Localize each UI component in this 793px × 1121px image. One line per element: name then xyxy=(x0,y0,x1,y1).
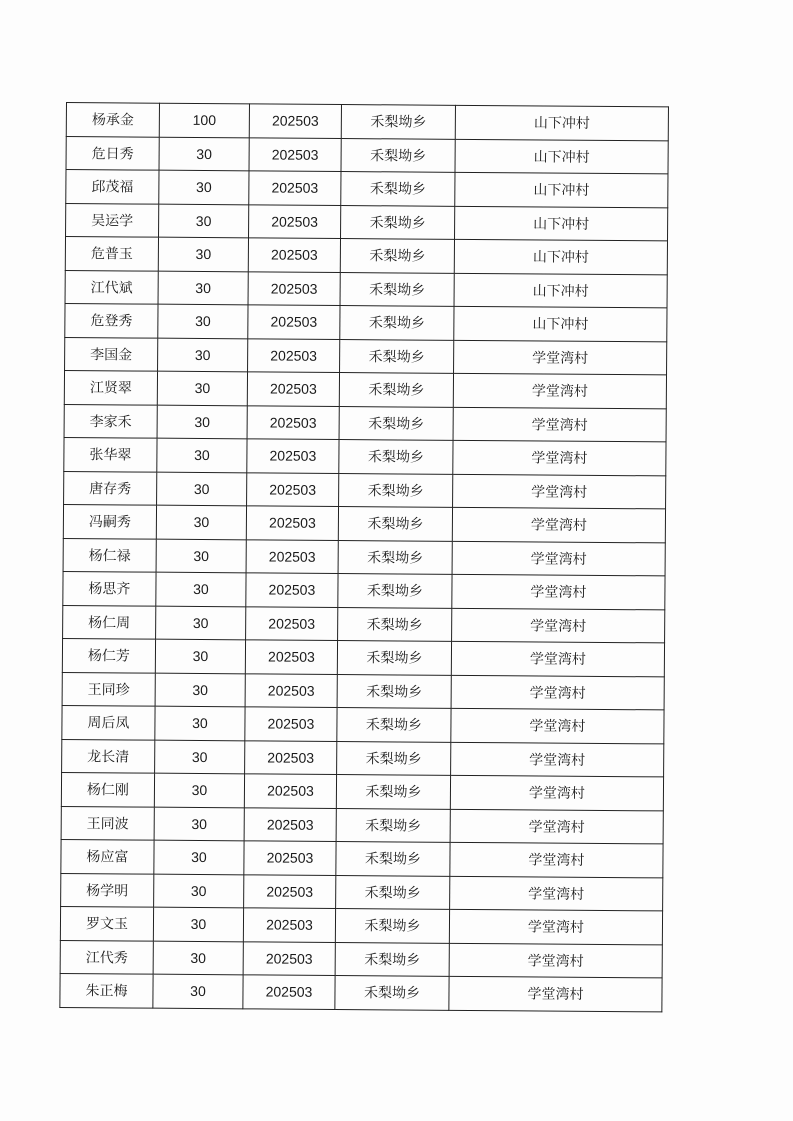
table-row xyxy=(62,638,664,676)
period-cell: 202503 xyxy=(244,841,336,875)
village-cell: 学堂湾村 xyxy=(451,641,664,676)
township-cell: 禾梨坳乡 xyxy=(335,975,449,1009)
amount-cell: 30 xyxy=(154,874,244,908)
amount-cell: 30 xyxy=(158,237,248,271)
village-cell: 学堂湾村 xyxy=(454,340,667,375)
period-cell: 202503 xyxy=(247,439,339,473)
table-row xyxy=(64,370,666,408)
period-cell: 202503 xyxy=(246,573,338,607)
township-cell: 禾梨坳乡 xyxy=(341,172,455,206)
name-cell: 冯嗣秀 xyxy=(63,504,156,538)
period-cell: 202503 xyxy=(245,640,337,674)
township-cell: 禾梨坳乡 xyxy=(338,540,452,574)
amount-cell: 30 xyxy=(159,204,249,238)
village-cell: 学堂湾村 xyxy=(453,474,666,509)
name-cell: 江代秀 xyxy=(60,940,153,974)
table-row xyxy=(66,170,668,208)
period-cell: 202503 xyxy=(249,137,341,171)
township-cell: 禾梨坳乡 xyxy=(338,574,452,608)
period-cell: 202503 xyxy=(244,874,336,908)
amount-cell: 30 xyxy=(159,170,249,204)
name-cell: 杨仁禄 xyxy=(63,538,156,572)
table-row xyxy=(61,806,663,844)
township-cell: 禾梨坳乡 xyxy=(341,105,455,139)
table-row xyxy=(65,270,667,308)
amount-cell: 30 xyxy=(154,773,244,807)
village-cell: 学堂湾村 xyxy=(449,943,662,978)
table-row xyxy=(61,873,663,911)
name-cell: 朱正梅 xyxy=(60,973,153,1007)
roster-sheet xyxy=(59,102,668,1012)
amount-cell: 30 xyxy=(157,438,247,472)
name-cell: 龙长清 xyxy=(62,739,155,773)
village-cell: 山下冲村 xyxy=(454,306,667,341)
roster-table xyxy=(59,102,669,1012)
township-cell: 禾梨坳乡 xyxy=(337,674,451,708)
name-cell: 杨仁周 xyxy=(63,605,156,639)
table-row xyxy=(63,571,665,609)
name-cell: 杨仁刚 xyxy=(61,772,154,806)
village-cell: 学堂湾村 xyxy=(451,708,664,743)
period-cell: 202503 xyxy=(249,104,341,138)
township-cell: 禾梨坳乡 xyxy=(335,908,449,942)
name-cell: 吴运学 xyxy=(66,203,159,237)
name-cell: 杨仁芳 xyxy=(62,638,155,672)
period-cell: 202503 xyxy=(248,305,340,339)
name-cell: 李家禾 xyxy=(64,404,157,438)
table-row xyxy=(63,538,665,576)
village-cell: 山下冲村 xyxy=(454,273,667,308)
name-cell: 邱茂福 xyxy=(66,170,159,204)
name-cell: 李国金 xyxy=(65,337,158,371)
roster-table-body xyxy=(60,103,669,1012)
period-cell: 202503 xyxy=(246,506,338,540)
table-row xyxy=(60,906,662,944)
amount-cell: 30 xyxy=(156,539,246,573)
amount-cell: 30 xyxy=(154,807,244,841)
village-cell: 学堂湾村 xyxy=(449,909,662,944)
period-cell: 202503 xyxy=(245,740,337,774)
period-cell: 202503 xyxy=(249,171,341,205)
township-cell: 禾梨坳乡 xyxy=(338,507,452,541)
village-cell: 山下冲村 xyxy=(455,105,668,140)
period-cell: 202503 xyxy=(247,372,339,406)
period-cell: 202503 xyxy=(245,673,337,707)
village-cell: 学堂湾村 xyxy=(451,742,664,777)
name-cell: 江代斌 xyxy=(65,270,158,304)
table-row xyxy=(60,973,662,1011)
period-cell: 202503 xyxy=(246,606,338,640)
township-cell: 禾梨坳乡 xyxy=(339,406,453,440)
name-cell: 罗文玉 xyxy=(60,906,153,940)
amount-cell: 30 xyxy=(153,907,243,941)
village-cell: 山下冲村 xyxy=(455,206,668,241)
period-cell: 202503 xyxy=(248,238,340,272)
table-row xyxy=(62,739,664,777)
village-cell: 学堂湾村 xyxy=(453,440,666,475)
township-cell: 禾梨坳乡 xyxy=(337,708,451,742)
period-cell: 202503 xyxy=(243,941,335,975)
table-row xyxy=(64,471,666,509)
township-cell: 禾梨坳乡 xyxy=(339,373,453,407)
table-row xyxy=(62,705,664,743)
township-cell: 禾梨坳乡 xyxy=(341,138,455,172)
period-cell: 202503 xyxy=(247,472,339,506)
period-cell: 202503 xyxy=(243,975,335,1009)
amount-cell: 30 xyxy=(158,338,248,372)
name-cell: 王同珍 xyxy=(62,672,155,706)
amount-cell: 100 xyxy=(159,103,249,137)
township-cell: 禾梨坳乡 xyxy=(338,607,452,641)
name-cell: 杨思齐 xyxy=(63,571,156,605)
amount-cell: 30 xyxy=(155,639,245,673)
amount-cell: 30 xyxy=(156,505,246,539)
amount-cell: 30 xyxy=(156,606,246,640)
table-row xyxy=(66,203,668,241)
table-row xyxy=(63,504,665,542)
name-cell: 危登秀 xyxy=(65,303,158,337)
village-cell: 学堂湾村 xyxy=(449,976,662,1011)
amount-cell: 30 xyxy=(153,941,243,975)
period-cell: 202503 xyxy=(248,338,340,372)
township-cell: 禾梨坳乡 xyxy=(336,875,450,909)
village-cell: 学堂湾村 xyxy=(451,675,664,710)
township-cell: 禾梨坳乡 xyxy=(340,339,454,373)
amount-cell: 30 xyxy=(157,405,247,439)
amount-cell: 30 xyxy=(157,371,247,405)
township-cell: 禾梨坳乡 xyxy=(337,641,451,675)
table-row xyxy=(62,672,664,710)
township-cell: 禾梨坳乡 xyxy=(336,841,450,875)
township-cell: 禾梨坳乡 xyxy=(335,942,449,976)
table-row xyxy=(61,772,663,810)
township-cell: 禾梨坳乡 xyxy=(340,239,454,273)
period-cell: 202503 xyxy=(245,707,337,741)
table-row xyxy=(60,940,662,978)
name-cell: 唐存秀 xyxy=(64,471,157,505)
name-cell: 危日秀 xyxy=(66,136,159,170)
amount-cell: 30 xyxy=(154,840,244,874)
village-cell: 山下冲村 xyxy=(455,172,668,207)
village-cell: 学堂湾村 xyxy=(452,541,665,576)
village-cell: 学堂湾村 xyxy=(450,842,663,877)
period-cell: 202503 xyxy=(244,774,336,808)
name-cell: 危普玉 xyxy=(65,237,158,271)
village-cell: 学堂湾村 xyxy=(450,876,663,911)
township-cell: 禾梨坳乡 xyxy=(339,440,453,474)
village-cell: 山下冲村 xyxy=(454,239,667,274)
township-cell: 禾梨坳乡 xyxy=(340,272,454,306)
village-cell: 学堂湾村 xyxy=(452,574,665,609)
name-cell: 杨应富 xyxy=(61,839,154,873)
township-cell: 禾梨坳乡 xyxy=(336,775,450,809)
village-cell: 学堂湾村 xyxy=(452,507,665,542)
amount-cell: 30 xyxy=(155,673,245,707)
village-cell: 山下冲村 xyxy=(455,139,668,174)
table-row xyxy=(65,237,667,275)
period-cell: 202503 xyxy=(249,204,341,238)
period-cell: 202503 xyxy=(244,807,336,841)
township-cell: 禾梨坳乡 xyxy=(341,205,455,239)
name-cell: 杨承金 xyxy=(66,103,159,137)
period-cell: 202503 xyxy=(243,908,335,942)
township-cell: 禾梨坳乡 xyxy=(336,808,450,842)
name-cell: 江贤翠 xyxy=(64,370,157,404)
amount-cell: 30 xyxy=(153,974,243,1008)
amount-cell: 30 xyxy=(157,472,247,506)
name-cell: 王同波 xyxy=(61,806,154,840)
period-cell: 202503 xyxy=(248,271,340,305)
period-cell: 202503 xyxy=(247,405,339,439)
village-cell: 学堂湾村 xyxy=(453,407,666,442)
table-row xyxy=(64,404,666,442)
name-cell: 张华翠 xyxy=(64,437,157,471)
township-cell: 禾梨坳乡 xyxy=(337,741,451,775)
name-cell: 周后凤 xyxy=(62,705,155,739)
village-cell: 学堂湾村 xyxy=(453,373,666,408)
table-row xyxy=(66,136,668,174)
name-cell: 杨学明 xyxy=(61,873,154,907)
table-row xyxy=(61,839,663,877)
township-cell: 禾梨坳乡 xyxy=(340,306,454,340)
amount-cell: 30 xyxy=(156,572,246,606)
table-row xyxy=(65,337,667,375)
amount-cell: 30 xyxy=(158,271,248,305)
village-cell: 学堂湾村 xyxy=(452,608,665,643)
amount-cell: 30 xyxy=(155,706,245,740)
table-row xyxy=(65,303,667,341)
village-cell: 学堂湾村 xyxy=(450,775,663,810)
table-row xyxy=(63,605,665,643)
amount-cell: 30 xyxy=(159,137,249,171)
table-row xyxy=(66,103,668,141)
amount-cell: 30 xyxy=(155,740,245,774)
township-cell: 禾梨坳乡 xyxy=(339,473,453,507)
table-row xyxy=(64,437,666,475)
village-cell: 学堂湾村 xyxy=(450,809,663,844)
period-cell: 202503 xyxy=(246,539,338,573)
amount-cell: 30 xyxy=(158,304,248,338)
